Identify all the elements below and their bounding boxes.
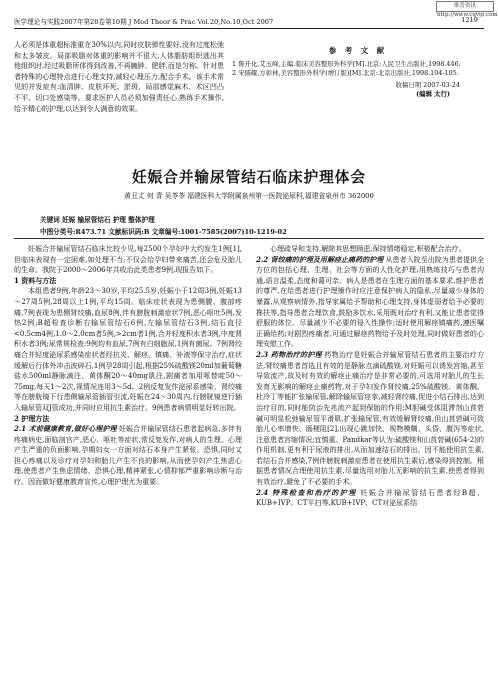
- watermark-stamp: 维普资讯 http://www.cqvip.com: [437, 3, 498, 18]
- body-right-column: [256, 244, 484, 509]
- subsection-paragraph: [256, 255, 484, 350]
- subsection-heading: 2.1 术前健康教育,做好心理护理: [14, 424, 117, 434]
- editor-note: (编辑 太行): [416, 90, 450, 99]
- subsection-paragraph: [256, 350, 484, 488]
- classification-line: 中图分类号:R473.71 文献标识码:B 文章编号:1001-7585(2007)10-1219-02: [40, 228, 287, 236]
- references-title: 参 考 文 献: [328, 46, 388, 55]
- references-section: [232, 40, 484, 100]
- body-paragraph: 心理疏导和支持,解除其思想顾虑,保持情绪稳定,积极配合治疗。: [270, 245, 466, 253]
- previous-article-tail: [14, 40, 224, 114]
- article-title: 妊娠合并输尿管结石临床护理体会: [132, 169, 366, 186]
- subsection-text: 妊娠合并输尿管结石患者起病急,多伴有疼痛病史,面临剖宫产,恶心、呕吐等症状,常反复发作,对病人的生理、心理产生严重的负面影响,孕期妇女一方面对结石本身产生紧张、恐惧,同时又担心疼痛以及诊疗对孕妇和胎儿产生不良的影响,从而使孕妇产生焦虑心理,使患者产生焦虑情绪、恐惧心理,精神紧张,心情抑郁严重影响诊断与治疗。因而做好健康教育宣传,心理护理尤为重要。: [14, 425, 242, 487]
- subsection-text: 药物治疗是妊娠合并输尿管结石患者的主要治疗方法,肾绞痛患者首选且有效的是静脉点滴硫酸镁,对妊娠可以诱发宫缩,甚至导致流产,故及时有效的解痉止痛治疗是非常必要的,可选用对胎儿的生长发育无影响的解痉止痛药物,对于孕妇发作肾绞痛,25%硫酸镁、黄体酮、杜冷丁等能扩张输尿管,解除输尿管痉挛,减轻肾绞痛,促进小结石排出,达到治疗目的,同时能防治先兆流产起到保胎的作用;M胆碱受体阻滞剂山莨菪碱可明显松弛输尿管平滑肌,扩张输尿管,有效缓解肾绞痛,但山莨菪碱可致胎儿心率增快、肠梗阻[2],出现心跳加快、视物模糊、头昏、腹泻等症状,注意患者宫缩情况;宜慎重。Pandkar等认为:硫酸镁和山莨菪碱(654-2)的作用机制,更有利于尿液的排出,从而加速结石的排出。因不能使用抗生素,若结石合并感染,7例伴膀胱刺激症患者在使用抗生素后,感染得到控制。根据患者情况合理使用抗生素,尽量选用对胎儿无影响的抗生素,使患者得到有效治疗,避免了不必要的手术。: [256, 350, 484, 487]
- subsection-paragraph: [14, 424, 242, 488]
- subsection-paragraph: [256, 488, 484, 509]
- journal-header: 医学理论与实践2007年第20卷第10期 J Med Theor & Prac Vol.20,No.10,Oct 2007: [14, 18, 274, 26]
- reference-item: 1 鲁开化,艾玉峰,主编.临床美容整形外科学[M].北京:人民卫生出版社,1998.446.: [232, 59, 461, 68]
- subsection-heading: 2.3 药物治疗的护理: [256, 349, 322, 359]
- body-paragraph: 本组患者9例,年龄23～30岁,平均25.5岁,妊娠小于12周3例,妊娠13～27周5例,28周以上1例,平均15周。临床症状表现为患侧腰、腹部疼痛,7例表现为患侧肾绞痛,血尿8例,伴有膀胱刺激症状7例,恶心呕吐5例,发热2例;B超检查诊断右输尿管结石6例,左输尿管结石3例,结石直径<0.5cm4例,1.0～2.0cm者5例,>2cm者1例,合并轻度积水者3例,中度肾积水者3例;尿常规检查:9例均有血尿,7例有白细胞尿,1例有菌尿。7例肾绞痛合并轻度泌尿系感染症状者经抗炎、解痉、镇痛、补液等保守治疗,症状缓解后行体外冲击波碎石,1例孕28周引起,根据25%硫酸镁20ml加葡萄糖盐水500ml静脉滴注、黄体酮20～40mg肌注,剧痛者加用哌替啶50～75mg,每天1～2次,视情况连用3～5d。2例反复发作泌尿系感染、肾绞痛等在膀胱镜下行患侧输尿管插管引流,妊娠在24～30周内,行膀胱镜逆行插入输尿管双J管成功,并同时应用抗生素治疗。9例患者病情明显好转出院。: [14, 287, 242, 412]
- reference-item: 2 宋儒耀,方彰林,美容整形外科学(增订版)[M].北京:北京出版社,1998.104-105.: [232, 69, 459, 78]
- section-heading: 1 资料与方法: [14, 275, 57, 285]
- keywords: 关键词 妊娠 输尿管结石 护理 整体护理: [40, 216, 155, 224]
- page-number: 1219: [461, 16, 478, 24]
- article-authors: 黄丑丈 何 青 吴苓苓 福建医科大学附属泉州第一医院泌尿科,福建省泉州市 362000: [124, 192, 374, 200]
- subsection-heading: 2.2 肾绞痛的护理及用解痉止痛药的护理: [256, 254, 384, 264]
- received-date: 收稿日期 2007-03-24: [395, 80, 460, 89]
- subsection-heading: 2.4 特殊检查和治疗的护理: [256, 487, 357, 497]
- subsection-text: 妊娠合并输尿管结石患者经B超、KUB+IVP、CT平扫等,KUB+IVP、CT对泌尿系结: [256, 488, 484, 508]
- subsection-text: 从患者入院至出院为患者提供全方位的包括心理、生理、社会等方面的人性化护理,用熟练技巧与患者沟通,语言温柔,态度和蔼可亲。病人是患者在生理方面的基本要求,维护患者的尊严,在给患者进行护理操作时应注意保护病人的隐私,尽量减少身体的暴露,从观察病情外,指导家属给予帮助和心理支持,身体虚弱者给予必要的搀扶等,指导患者合理饮食,鼓励多饮水,采用既对治疗有利,又能让患者觉得舒服的体位。尽量减少不必要的侵入性操作;适时使用解痉镇痛药,遵医嘱正确给药;对剧烈疼痛者,可通过解痉药物给予及时处理,同时做好患者的心理安慰工作。: [256, 255, 484, 349]
- section-heading: 2 护理方法: [14, 413, 50, 423]
- body-paragraph: 妊娠合并输尿管结石临床比较少见,每2500个孕妇中大约发生1例[1],但临床表现有一定困难,如处理不当,不仅会给孕妇带来痛苦,还会危及胎儿的生命。我院于2000～2006年共收治此类患者9例,现报告如下。: [14, 245, 242, 275]
- previous-article-text: 人必须是体重超标准重在30%以内,同时皮肤弹性要好,没有过度松弛和太多皱皮。局部吸脂对体重的影响并不很大,人体脂肪组织逃出其他组织时,经过吸脂所体得到改善,不再臃肿、肥胖,而是匀称。针对患者特殊的心理特点进行心理支持,减轻心理压力,配合手术。该手术常见的并发症有:血清肿、皮肤坏死、淤斑、局部感觉麻木、术区凹凸不平、切口处感染等。要求医护人员必须加强责任心,熟练手术操作,给予精心的护理,以达到令人满意的效果。: [14, 41, 224, 113]
- body-left-column: [14, 244, 242, 488]
- running-header: [14, 14, 484, 29]
- divider: [14, 238, 484, 239]
